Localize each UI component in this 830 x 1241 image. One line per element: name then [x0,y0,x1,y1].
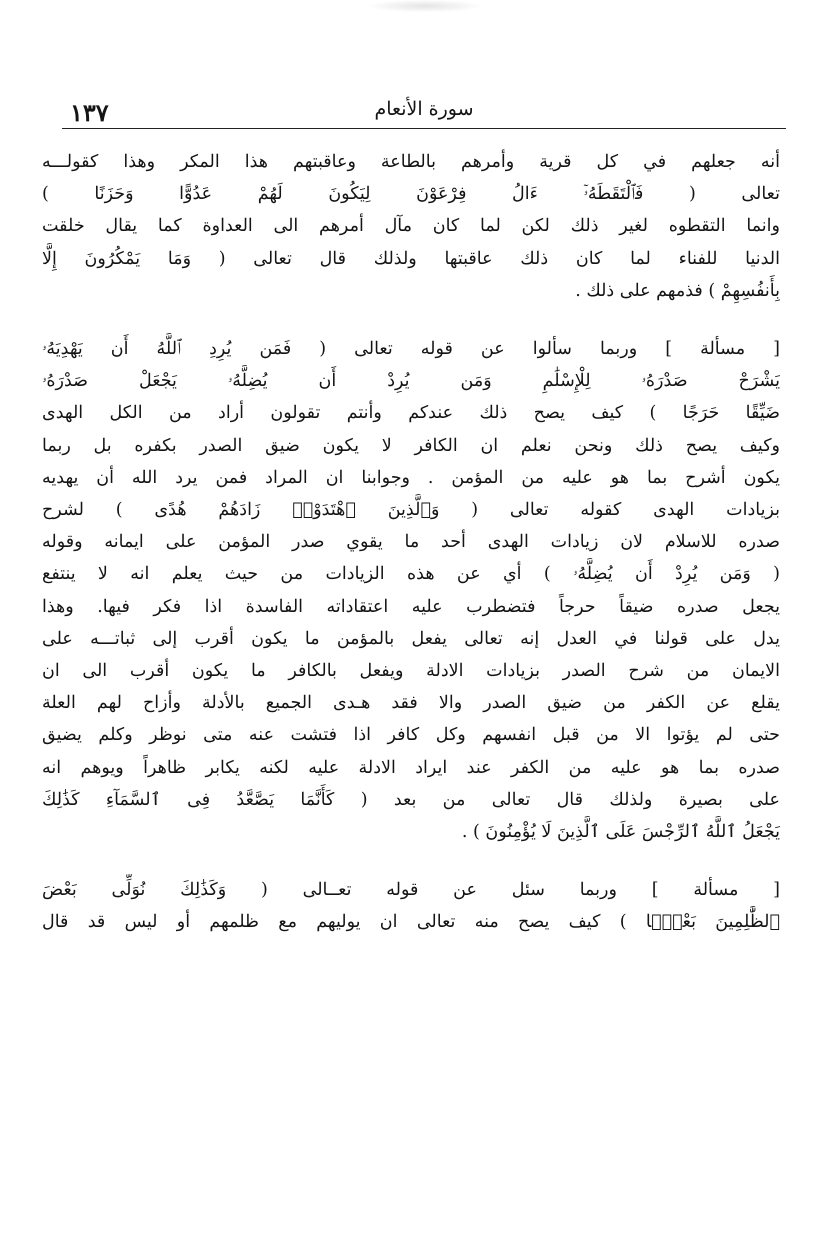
scan-smudge [370,0,480,12]
text-line: بِأَنفُسِهِمْ ) فذمهم على ذلك . [575,280,780,301]
surah-title: سورة الأنعام [374,98,474,120]
paragraph-1 [42,146,780,307]
text-line: ضَيِّقًا حَرَجًا ) كيف يصح ذلك عندكم وأنتم تقولون أراد من الكل الهدى [42,403,780,424]
page-header [62,92,786,129]
text-line: صدره للاسلام لان زيادات الهدى أحد ما يقوي صدر المؤمن على ايمانه وقوله [42,532,780,553]
text-line: الايمان من شرح الصدر بزيادات الادلة ويفعل بالكافر ما يكون أقرب الى ان [42,661,780,682]
paragraph-3 [42,874,780,938]
text-line: على بصيرة ولذلك قال تعالى من بعد ( كَأَنَّمَا يَصَّعَّدُ فِى ٱلسَّمَآءِ كَذَٰلِكَ [42,789,780,810]
text-line: أنه جعلهم في كل قرية وأمرهم بالطاعة وعاقبتهم هذا المكر وهذا كقولـــه [42,152,780,172]
text-line: يدل على قولنا في العدل إنه تعالى يفعل بالمؤمن ما يكون أقرب إلى ثباتـــه على [42,628,780,649]
text-line: صدره بما هو عليه من الكفر عند ايراد الادلة عليه لكنه يكابر ظاهراً ويوهم انه [42,757,780,778]
paragraph-2 [42,333,780,848]
text-line: يكون أشرح بما هو عليه من المؤمن . وجوابنا ان المراد فمن يرد الله أن يهديه [42,467,780,488]
text-line: الدنيا للفناء لما كان ذلك عاقبتها ولذلك قال تعالى ( وَمَا يَمْكُرُونَ إِلَّا [42,248,780,269]
text-line: ٱلظَّٰلِمِينَ بَعْضًۢا ) كيف يصح منه تعالى ان يوليهم مع ظلمهم أو ليس قد قال [42,912,780,933]
text-line: [ مسألة ] وربما سئل عن قوله تعــالى ( وَكَذَٰلِكَ نُوَلِّى بَعْضَ [42,880,780,901]
text-line: يَشْرَحْ صَدْرَهُۥ لِلْإِسْلَٰمِ وَمَن يُرِدْ أَن يُضِلَّهُۥ يَجْعَلْ صَدْرَهُۥ [42,371,780,392]
text-line: تعالى ( فَٱلْتَقَطَهُۥٓ ءَالُ فِرْعَوْنَ لِيَكُونَ لَهُمْ عَدُوًّا وَحَزَنًا ) [42,184,780,205]
text-line: يجعل صدره ضيقاً حرجاً فتضطرب عليه اعتقاداته الفاسدة اذا فكر فيها. وهذا [42,596,780,617]
page-number: ١٣٧ [70,98,109,127]
body-text [42,146,780,939]
text-line: بزيادات الهدى كقوله تعالى ( وَٱلَّذِينَ ٱهْتَدَوْا۟ زَادَهُمْ هُدًى ) لشرح [42,500,780,521]
text-line: يقلع عن الكفر من ضيق الصدر والا فقد هـدى الجميع بالأدلة وأزاح لهم العلة [42,693,780,714]
text-line: يَجْعَلُ ٱللَّهُ ٱلرِّجْسَ عَلَى ٱلَّذِينَ لَا يُؤْمِنُونَ ) . [461,822,780,843]
text-line: [ مسألة ] وربما سألوا عن قوله تعالى ( فَمَن يُرِدِ ٱللَّهُ أَن يَهْدِيَهُۥ [42,339,780,360]
text-line: وكيف يصح ذلك ونحن نعلم ان الكافر لا يكون ضيق الصدر بكفره بل ربما [42,435,780,456]
text-line: وانما التقطوه لغير ذلك لكن لما كان مآل أمرهم الى العداوة كما يقال خلقت [42,216,780,237]
text-line: حتى لم يؤتوا الا من قبل انفسهم وكل كافر اذا فتشت عنه متى نوظر وكلم يضيق [42,725,780,746]
text-line: ( وَمَن يُرِدْ أَن يُضِلَّهُۥ ) أي عن هذه الزيادات من حيث يعلم انه لا ينتفع [42,564,780,585]
